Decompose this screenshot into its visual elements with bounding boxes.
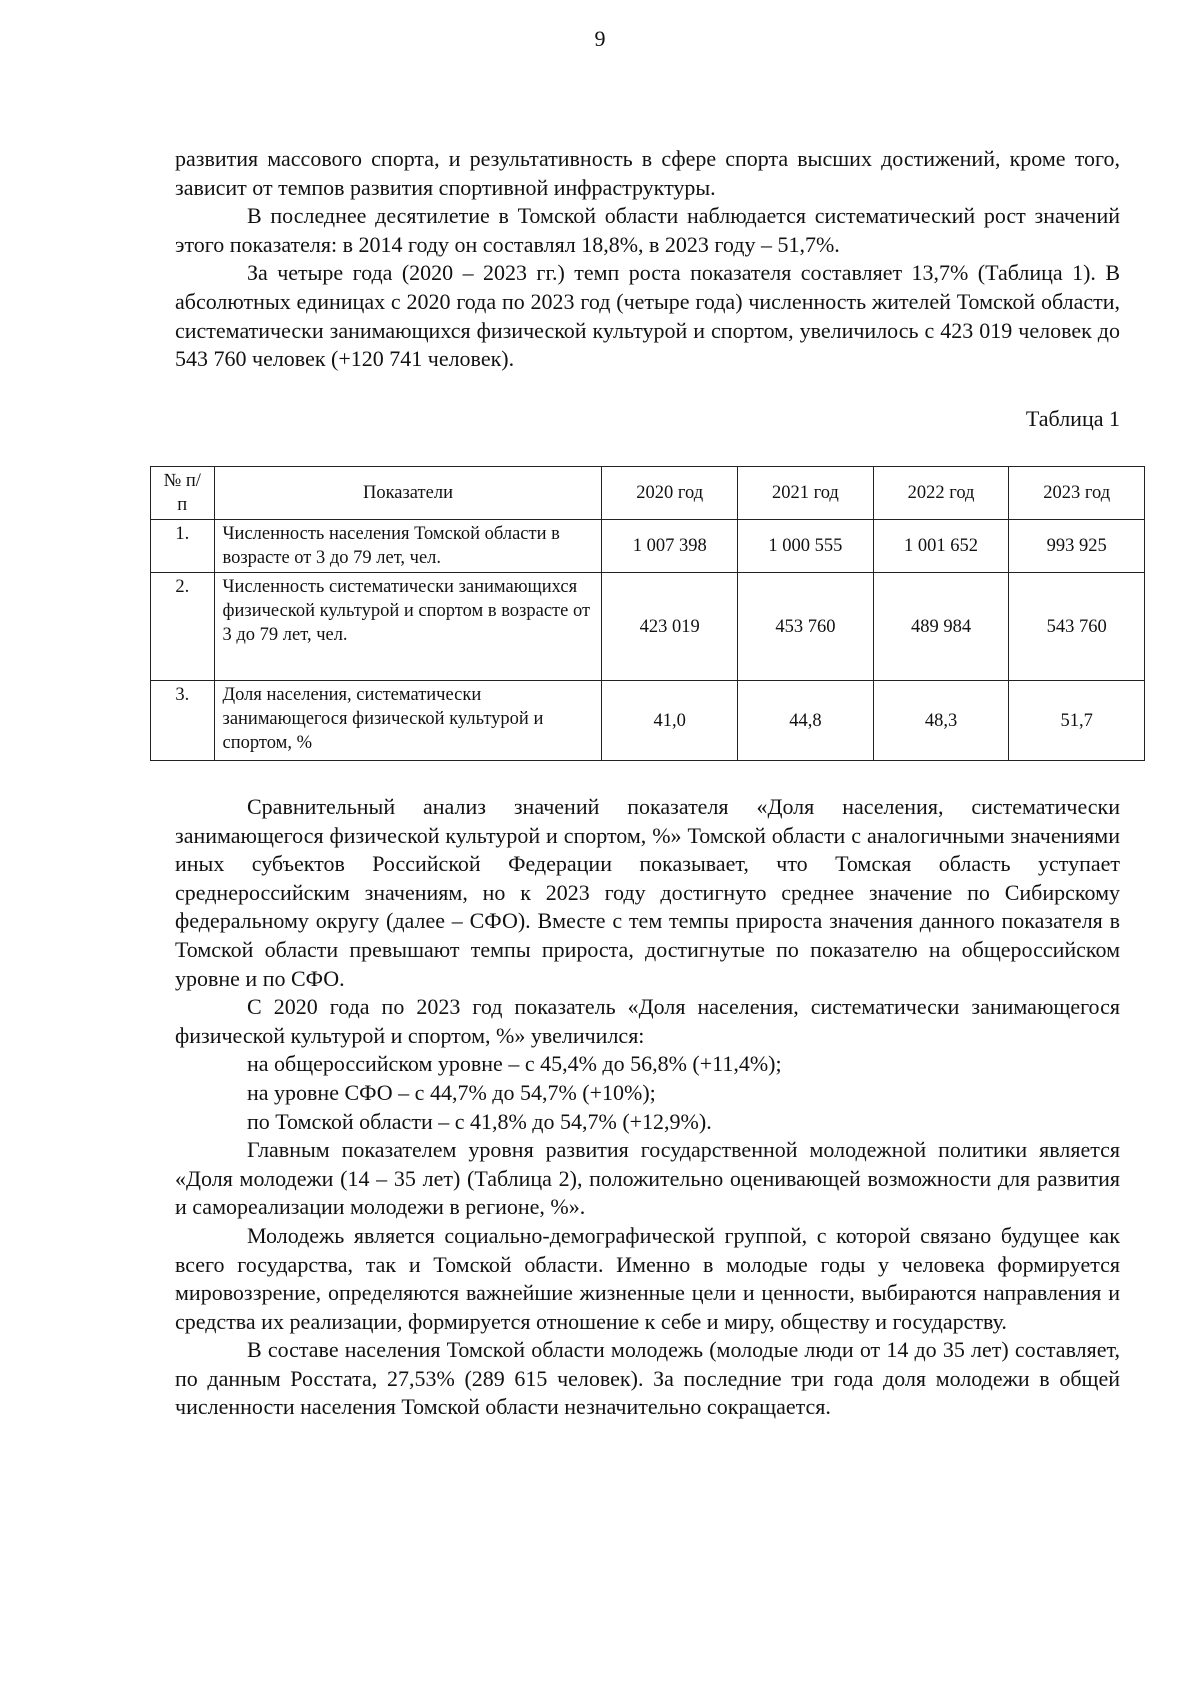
header-year-2020: 2020 год: [602, 467, 738, 520]
page-number: 9: [594, 26, 606, 51]
row-indicator: Численность населения Томской области в возрасте от 3 до 79 лет, чел.: [214, 520, 602, 573]
paragraph: Молодежь является социально-демографической группой, с которой связано будущее как всего государства, так и Томской области. Именно в молодые годы у человека формируется мировоззрение, определяются важнейшие жизненные цели и ценности, выбираются направления и средства их реализации, формируется отношение к себе и миру, обществу и государству.: [175, 1222, 1120, 1334]
cell-value: 489 984: [873, 573, 1009, 681]
text-block-bottom: [175, 793, 1120, 1422]
list-item: на общероссийском уровне – с 45,4% до 56,8% (+11,4%);: [247, 1051, 782, 1077]
header-indicator: Показатели: [214, 467, 602, 520]
table-header-row: [151, 467, 1145, 520]
cell-value: 51,7: [1009, 681, 1145, 761]
table-row: [151, 520, 1145, 573]
cell-value: 543 760: [1009, 573, 1145, 681]
cell-value: 41,0: [602, 681, 738, 761]
table-caption: Таблица 1: [1025, 406, 1120, 431]
paragraph: В последнее десятилетие в Томской области наблюдается систематический рост значений этого показателя: в 2014 году он составлял 18,8%, в 2023 году – 51,7%.: [175, 203, 1120, 257]
paragraph: За четыре года (2020 – 2023 гг.) темп роста показателя составляет 13,7% (Таблица 1). В абсолютных единицах с 2020 года по 2023 год (четыре года) численность жителей Томской области, систематически занимающихся физической культурой и спортом, увеличилось с 423 019 человек до 543 760 человек (+120 741 человек).: [175, 260, 1120, 372]
cell-value: 48,3: [873, 681, 1009, 761]
cell-value: 993 925: [1009, 520, 1145, 573]
cell-value: 453 760: [738, 573, 874, 681]
paragraph: развития массового спорта, и результативность в сфере спорта высших достижений, кроме того, зависит от темпов развития спортивной инфраструктуры.: [175, 146, 1120, 200]
indicators-table: [150, 466, 1145, 761]
text-block-top: [175, 145, 1120, 374]
header-number: № п/п: [151, 467, 215, 520]
table-row: [151, 681, 1145, 761]
paragraph: Главным показателем уровня развития государственной молодежной политики является «Доля молодежи (14 – 35 лет) (Таблица 2), положительно оценивающей возможности для развития и самореализации молодежи в регионе, %».: [175, 1137, 1120, 1220]
row-number: 3.: [151, 681, 215, 761]
cell-value: 1 001 652: [873, 520, 1009, 573]
list-item: на уровне СФО – с 44,7% до 54,7% (+10%);: [247, 1079, 656, 1105]
row-number: 2.: [151, 573, 215, 681]
list-item: по Томской области – с 41,8% до 54,7% (+12,9%).: [247, 1108, 712, 1134]
paragraph: С 2020 года по 2023 год показатель «Доля населения, систематически занимающегося физической культурой и спортом, %» увеличился:: [175, 994, 1120, 1048]
cell-value: 1 007 398: [602, 520, 738, 573]
row-indicator: Доля населения, систематически занимающегося физической культурой и спортом, %: [214, 681, 602, 761]
row-indicator: Численность систематически занимающихся физической культурой и спортом в возрасте от 3 до 79 лет, чел.: [214, 573, 602, 681]
table-row: [151, 573, 1145, 681]
header-year-2023: 2023 год: [1009, 467, 1145, 520]
paragraph: Сравнительный анализ значений показателя «Доля населения, систематически занимающегося физической культурой и спортом, %» Томской области с аналогичными значениями иных субъектов Российской Федерации показывает, что Томская область уступает среднероссийским значениям, но к 2023 году достигнуто среднее значение по Сибирскому федеральному округу (далее – СФО). Вместе с тем темпы прироста значения данного показателя в Томской области превышают темпы прироста, достигнутые по показателю на общероссийском уровне и по СФО.: [175, 794, 1120, 991]
cell-value: 423 019: [602, 573, 738, 681]
paragraph: В составе населения Томской области молодежь (молодые люди от 14 до 35 лет) составляет, по данным Росстата, 27,53% (289 615 человек). За последние три года доля молодежи в общей численности населения Томской области незначительно сокращается.: [175, 1337, 1120, 1420]
cell-value: 44,8: [738, 681, 874, 761]
header-year-2022: 2022 год: [873, 467, 1009, 520]
cell-value: 1 000 555: [738, 520, 874, 573]
row-number: 1.: [151, 520, 215, 573]
header-year-2021: 2021 год: [738, 467, 874, 520]
